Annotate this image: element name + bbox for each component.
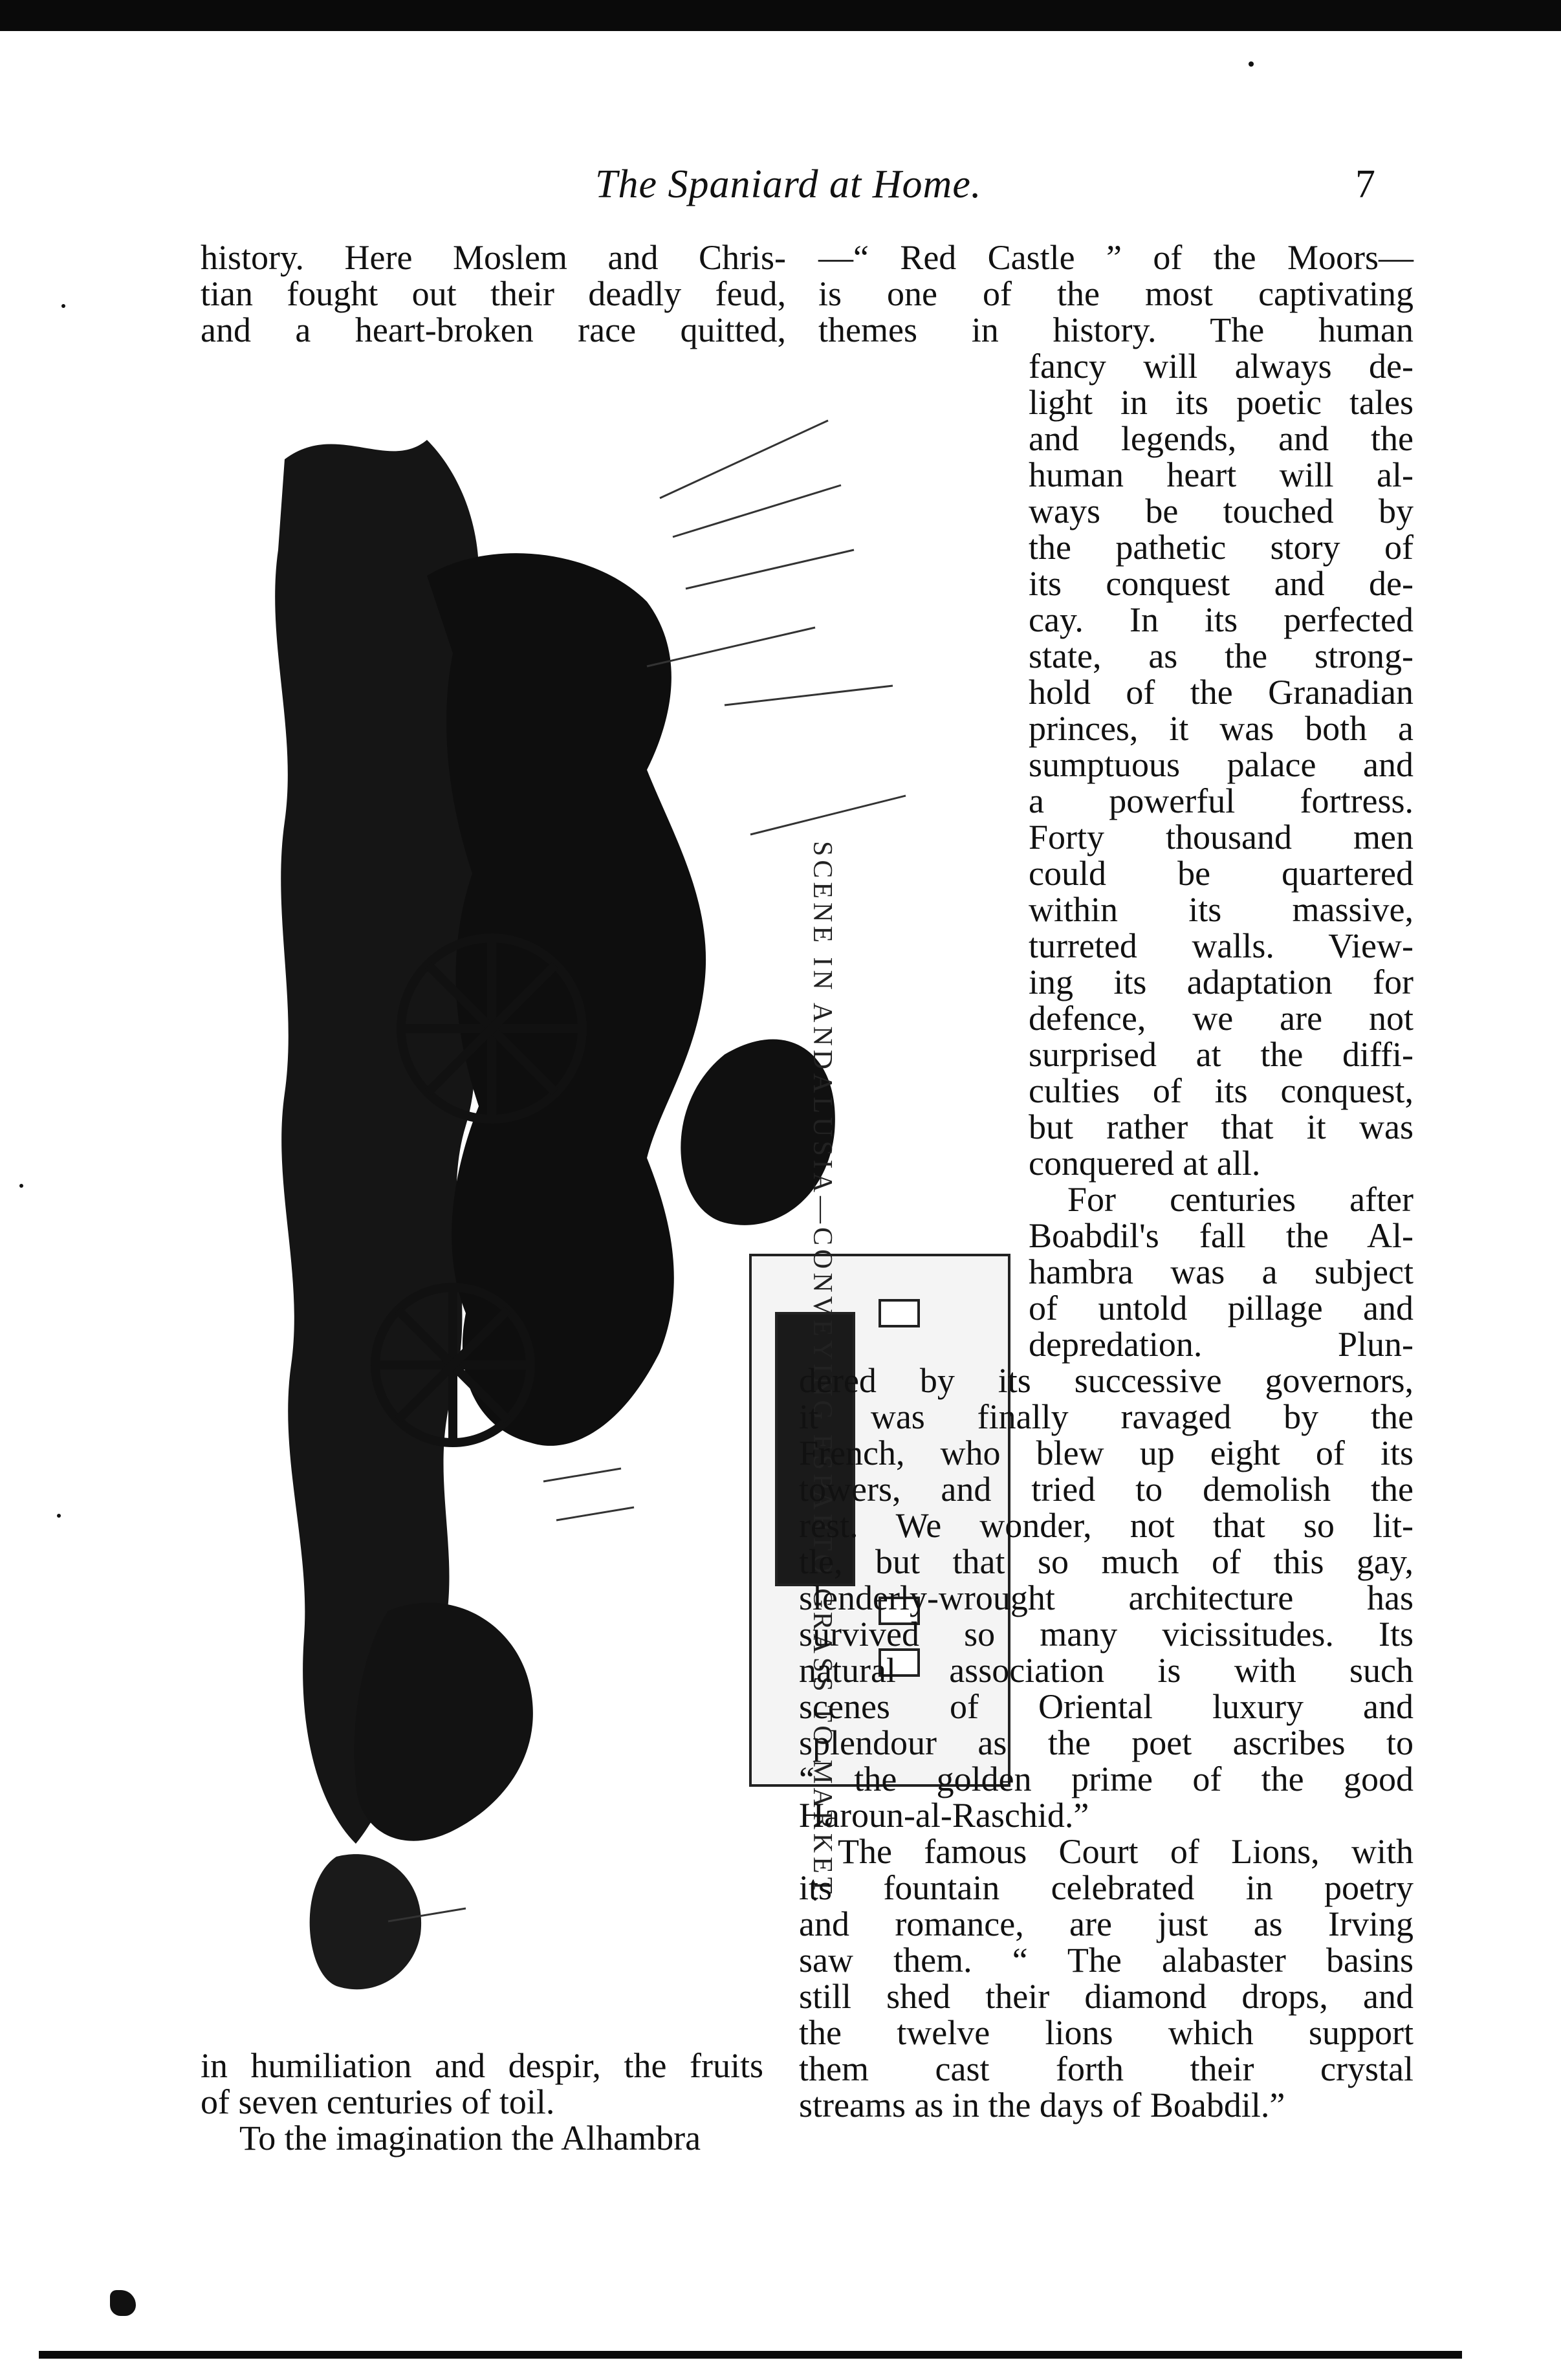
text-line: and romance, are just as Irving [799,1905,1414,1943]
text-line: —“ Red Castle ” of the Moors— [818,238,1414,277]
text-line: “ the golden prime of the good [799,1760,1414,1798]
text-line: them cast forth their crystal [799,2049,1414,2088]
scan-speck [57,1514,61,1518]
text-line: For centuries after [1067,1180,1414,1219]
text-line: turreted walls. View- [1029,926,1414,965]
cart-wheel [375,1287,530,1443]
text-line: state, as the strong- [1029,637,1414,675]
text-line: splendour as the poet ascribes to [799,1723,1414,1762]
left-column-bottom [201,2047,763,2156]
text-line: could be quartered [1029,854,1414,893]
text-line: but rather that it was [1029,1108,1414,1146]
text-line: survived so many vicissitudes. Its [799,1615,1414,1654]
text-line: natural association is with such [799,1651,1414,1690]
scan-speck [1249,61,1254,67]
right-column-top [818,239,1414,348]
text-line: still shed their diamond drops, and [799,1977,1414,2016]
text-line: Forty thousand men [1029,818,1414,857]
text-line: its conquest and de- [1029,564,1414,603]
text-line: princes, it was both a [1029,709,1414,748]
text-line: conquered at all. [1029,1144,1261,1183]
text-line: slenderly-wrought architecture has [799,1578,1414,1617]
text-line: hold of the Granadian [1029,673,1414,712]
text-line: it was finally ravaged by the [799,1397,1414,1436]
text-line: ways be touched by [1029,492,1414,530]
text-line: towers, and tried to demolish the [799,1470,1414,1509]
text-line: Haroun-al-Raschid.” [799,1796,1089,1835]
text-line: surprised at the diffi- [1029,1035,1414,1074]
text-line: of untold pillage and [1029,1289,1414,1327]
text-line: and a heart-broken race quitted, [201,311,786,349]
text-line: tian fought out their deadly feud, [201,274,786,313]
text-line: culties of its conquest, [1029,1071,1414,1110]
top-border-rule [0,0,1561,31]
text-line: streams as in the days of Boabdil.” [799,2086,1285,2124]
text-line: saw them. “ The alabaster basins [799,1941,1414,1980]
text-line: the twelve lions which support [799,2013,1414,2052]
riders [354,1602,532,1840]
page-number: 7 [1355,162,1375,206]
left-column-top [201,239,786,348]
text-line: the pathetic story of [1029,528,1414,567]
cart-wheel [401,938,582,1119]
right-column-full [799,1362,1414,2123]
illustration-caption: SCENE IN ANDALUSIA—CONVEYING ESPARTO GRASS TO MARKET. [807,841,837,1906]
text-line: rest. We wonder, not that so lit- [799,1506,1414,1545]
scan-speck [19,1184,23,1188]
text-line: within its massive, [1029,890,1414,929]
text-line: sumptuous palace and [1029,745,1414,784]
text-line: fancy will always de- [1029,347,1414,386]
text-line: human heart will al- [1029,455,1414,494]
text-line: its fountain celebrated in poetry [799,1868,1414,1907]
text-line: light in its poetic tales [1029,383,1414,422]
text-line: and legends, and the [1029,419,1414,458]
right-column-narrow [1029,348,1414,1362]
text-line: of seven centuries of toil. [201,2082,555,2121]
text-line: French, who blew up eight of its [799,1434,1414,1472]
text-line: dered by its successive governors, [799,1361,1414,1400]
text-line: a powerful fortress. [1029,781,1414,820]
text-line: defence, we are not [1029,999,1414,1038]
running-head [0,162,1561,213]
text-line: is one of the most captivating [818,274,1414,313]
running-title: The Spaniard at Home. [595,162,982,206]
road-figures [310,1854,421,1989]
text-line: hambra was a subject [1029,1252,1414,1291]
bottom-border-rule [39,2351,1462,2359]
text-line: themes in history. The human [818,311,1414,349]
text-line: in humiliation and despir, the fruits [201,2046,763,2085]
text-line: history. Here Moslem and Chris- [201,238,786,277]
text-line: The famous Court of Lions, with [838,1832,1414,1871]
text-line: tle, but that so much of this gay, [799,1542,1414,1581]
text-line: Boabdil's fall the Al- [1029,1216,1414,1255]
text-line: cay. In its perfected [1029,600,1414,639]
text-line: ing its adaptation for [1029,963,1414,1001]
scan-speck [61,304,65,308]
text-line: scenes of Oriental luxury and [799,1687,1414,1726]
text-line: depredation. Plun- [1029,1325,1414,1364]
text-line: To the imagination the Alhambra [239,2119,701,2157]
scan-speck [110,2290,136,2316]
